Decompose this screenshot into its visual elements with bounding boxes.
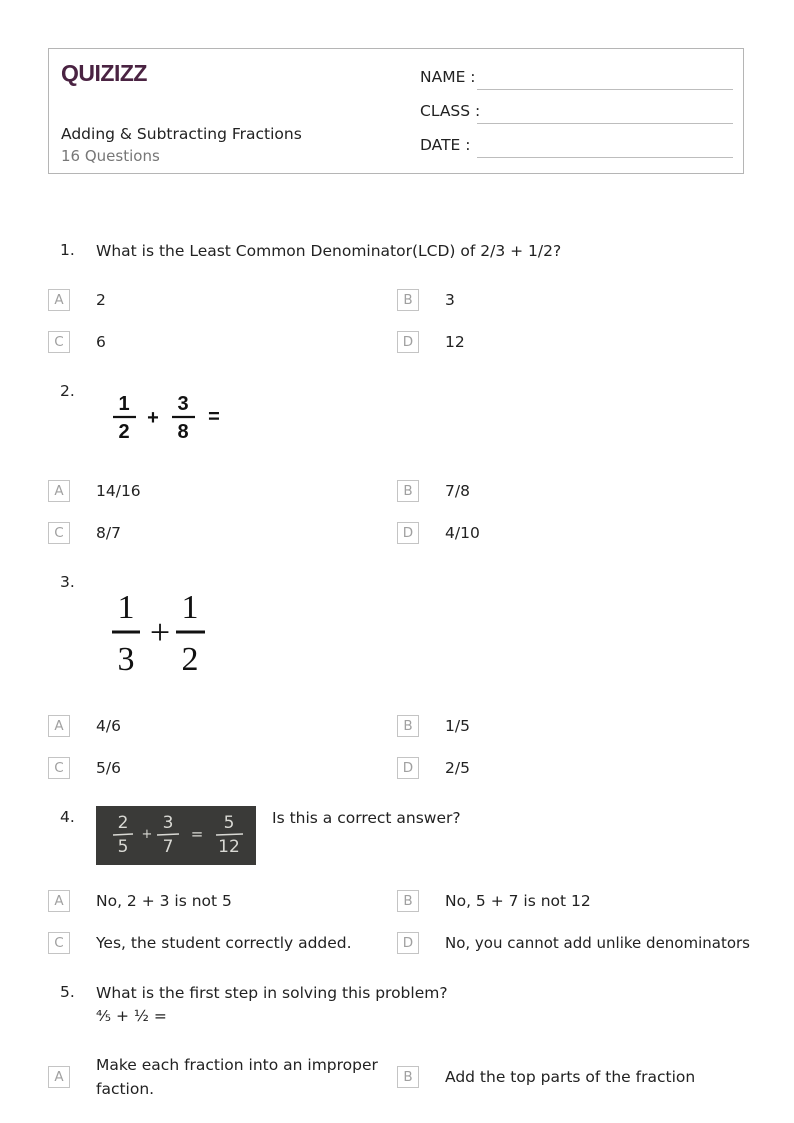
question-text: Is this a correct answer? bbox=[272, 809, 461, 827]
fraction-expression-image bbox=[104, 386, 228, 446]
question-number: 2. bbox=[60, 382, 75, 400]
numerator-2: 3 bbox=[162, 813, 174, 833]
fraction-bar-1 bbox=[113, 834, 133, 835]
chalkboard-image bbox=[96, 806, 256, 865]
numerator-2: 1 bbox=[181, 589, 199, 626]
denominator-1: 3 bbox=[117, 641, 135, 678]
denominator-2: 2 bbox=[181, 641, 199, 678]
date-label: DATE : bbox=[420, 136, 471, 154]
numerator-3: 5 bbox=[223, 813, 235, 833]
option-box-c[interactable]: C bbox=[48, 522, 70, 544]
class-label: CLASS : bbox=[420, 102, 481, 120]
option-text-a: 2 bbox=[96, 291, 106, 309]
option-box-b[interactable]: B bbox=[397, 1066, 419, 1088]
numerator-1: 2 bbox=[117, 813, 129, 833]
worksheet-header bbox=[48, 48, 744, 174]
option-text-d: 12 bbox=[445, 333, 465, 351]
name-line[interactable] bbox=[477, 89, 733, 90]
option-box-d[interactable]: D bbox=[397, 522, 419, 544]
option-box-b[interactable]: B bbox=[397, 289, 419, 311]
option-box-a[interactable]: A bbox=[48, 890, 70, 912]
fraction-bar-3 bbox=[216, 834, 243, 835]
worksheet-title: Adding & Subtracting Fractions bbox=[61, 125, 302, 143]
question-text: What is the first step in solving this problem? bbox=[96, 984, 448, 1002]
option-box-a[interactable]: A bbox=[48, 1066, 70, 1088]
option-text-b: 3 bbox=[445, 291, 455, 309]
equals-sign: = bbox=[208, 406, 220, 428]
question-number: 1. bbox=[60, 241, 75, 259]
option-text-b: 7/8 bbox=[445, 482, 470, 500]
option-text-a: 4/6 bbox=[96, 717, 121, 735]
option-box-a[interactable]: A bbox=[48, 715, 70, 737]
denominator-2: 7 bbox=[162, 837, 174, 857]
option-box-b[interactable]: B bbox=[397, 480, 419, 502]
option-box-b[interactable]: B bbox=[397, 715, 419, 737]
option-text-d: 2/5 bbox=[445, 759, 470, 777]
option-box-d[interactable]: D bbox=[397, 757, 419, 779]
option-box-d[interactable]: D bbox=[397, 932, 419, 954]
numerator-2: 3 bbox=[177, 393, 189, 415]
plus-sign: + bbox=[141, 827, 153, 842]
equals-sign: = bbox=[190, 825, 204, 843]
option-box-c[interactable]: C bbox=[48, 932, 70, 954]
denominator-2: 8 bbox=[177, 421, 189, 443]
numerator-1: 1 bbox=[117, 589, 135, 626]
class-field[interactable] bbox=[420, 102, 733, 122]
denominator-1: 5 bbox=[117, 837, 129, 857]
option-text-c: 6 bbox=[96, 333, 106, 351]
date-field[interactable] bbox=[420, 136, 733, 156]
denominator-1: 2 bbox=[118, 421, 130, 443]
option-box-d[interactable]: D bbox=[397, 331, 419, 353]
option-box-a[interactable]: A bbox=[48, 289, 70, 311]
option-text-a: No, 2 + 3 is not 5 bbox=[96, 892, 232, 910]
question-number: 4. bbox=[60, 808, 75, 826]
option-text-c: 8/7 bbox=[96, 524, 121, 542]
option-text-d: No, you cannot add unlike denominators bbox=[445, 934, 750, 952]
option-text-a: 14/16 bbox=[96, 482, 141, 500]
option-text-a: Make each fraction into an improper faction. bbox=[96, 1056, 378, 1098]
svg-text:QUIZIZZ: QUIZIZZ bbox=[61, 60, 147, 86]
name-field[interactable] bbox=[420, 68, 733, 88]
fraction-bar-2 bbox=[157, 834, 179, 835]
option-box-b[interactable]: B bbox=[397, 890, 419, 912]
date-line[interactable] bbox=[477, 157, 733, 158]
option-text-b: Add the top parts of the fraction bbox=[445, 1068, 696, 1086]
plus-sign: + bbox=[149, 612, 171, 652]
option-text-d: 4/10 bbox=[445, 524, 480, 542]
name-label: NAME : bbox=[420, 68, 476, 86]
question-text: What is the Least Common Denominator(LCD) of 2/3 + 1/2? bbox=[96, 242, 562, 260]
option-text-c: Yes, the student correctly added. bbox=[96, 934, 352, 952]
numerator-1: 1 bbox=[118, 393, 130, 415]
option-text-c: 5/6 bbox=[96, 759, 121, 777]
question-expression: ⅘ + ½ = bbox=[96, 1007, 167, 1025]
option-box-a[interactable]: A bbox=[48, 480, 70, 502]
denominator-3: 12 bbox=[218, 837, 240, 857]
class-line[interactable] bbox=[477, 123, 733, 124]
quizizz-logo bbox=[61, 59, 153, 87]
question-number: 3. bbox=[60, 573, 75, 591]
option-text-b: 1/5 bbox=[445, 717, 470, 735]
option-text-b: No, 5 + 7 is not 12 bbox=[445, 892, 591, 910]
question-number: 5. bbox=[60, 983, 75, 1001]
option-box-c[interactable]: C bbox=[48, 331, 70, 353]
fraction-expression-image bbox=[106, 586, 210, 678]
option-box-c[interactable]: C bbox=[48, 757, 70, 779]
plus-sign: + bbox=[147, 407, 159, 429]
question-count: 16 Questions bbox=[61, 147, 160, 165]
